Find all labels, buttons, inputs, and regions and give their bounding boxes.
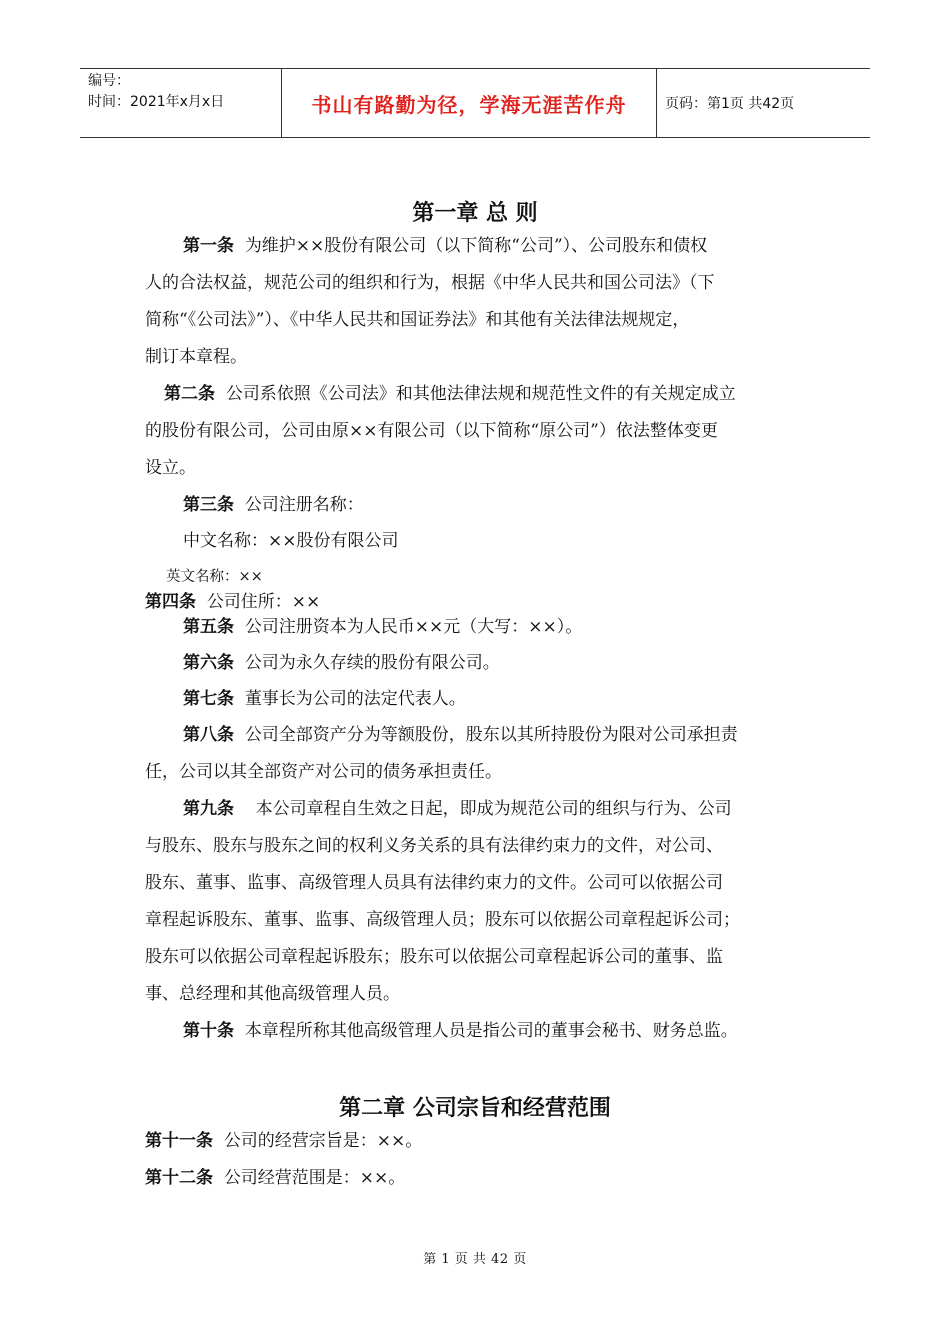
article-1: 第一条 为维护××股份有限公司（以下简称“公司”）、公司股东和债权 bbox=[183, 236, 708, 256]
article-12: 第十二条 公司经营范围是：××。 bbox=[145, 1168, 406, 1188]
article-label: 第八条 bbox=[183, 725, 234, 745]
article-label: 第五条 bbox=[183, 617, 234, 637]
article-8: 第八条 公司全部资产分为等额股份，股东以其所持股份为限对公司承担责 bbox=[183, 725, 738, 745]
article-5: 第五条 公司注册资本为人民币××元（大写：××）。 bbox=[183, 617, 583, 637]
chapter-1-title: 第一章 总 则 bbox=[412, 201, 538, 226]
article-9-line: 与股东、股东与股东之间的权利义务关系的具有法律约束力的文件，对公司、 bbox=[145, 836, 723, 856]
header-motto: 书山有路勤为径，学海无涯苦作舟 bbox=[282, 69, 657, 137]
article-2-line: 的股份有限公司，公司由原××有限公司（以下简称“原公司”）依法整体变更 bbox=[145, 421, 718, 441]
article-2-line: 设立。 bbox=[145, 458, 196, 478]
article-label: 第三条 bbox=[183, 495, 234, 515]
article-1-line: 人的合法权益，规范公司的组织和行为，根据《中华人民共和国公司法》（下 bbox=[145, 273, 715, 293]
article-9-line: 事、总经理和其他高级管理人员。 bbox=[145, 984, 400, 1004]
article-label: 第二条 bbox=[164, 384, 215, 404]
article-6: 第六条 公司为永久存续的股份有限公司。 bbox=[183, 653, 500, 673]
article-4: 第四条 公司住所：×× bbox=[145, 592, 321, 612]
article-1-line: 制订本章程。 bbox=[145, 347, 247, 367]
article-label: 第十二条 bbox=[145, 1168, 213, 1188]
header-page-number: 页码：第1页 共42页 bbox=[665, 96, 795, 112]
doc-number: 编号： bbox=[88, 73, 130, 89]
article-9-line: 章程起诉股东、董事、监事、高级管理人员；股东可以依据公司章程起诉公司； bbox=[145, 910, 740, 930]
article-label: 第十一条 bbox=[145, 1131, 213, 1151]
article-9-line: 股东、董事、监事、高级管理人员具有法律约束力的文件。公司可以依据公司 bbox=[145, 873, 723, 893]
article-label: 第六条 bbox=[183, 653, 234, 673]
article-3: 第三条 公司注册名称： bbox=[183, 495, 364, 515]
english-name: 英文名称：×× bbox=[166, 569, 263, 585]
article-10: 第十条 本章程所称其他高级管理人员是指公司的董事会秘书、财务总监。 bbox=[183, 1021, 738, 1041]
article-label: 第十条 bbox=[183, 1021, 234, 1041]
chapter-2-title: 第二章 公司宗旨和经营范围 bbox=[339, 1096, 611, 1121]
header-meta bbox=[80, 69, 282, 137]
article-9: 第九条 本公司章程自生效之日起，即成为规范公司的组织与行为、公司 bbox=[183, 799, 732, 819]
page-header bbox=[80, 68, 870, 138]
article-8-line: 任，公司以其全部资产对公司的债务承担责任。 bbox=[145, 762, 502, 782]
article-label: 第九条 bbox=[183, 799, 234, 819]
article-11: 第十一条 公司的经营宗旨是：××。 bbox=[145, 1131, 423, 1151]
article-label: 第七条 bbox=[183, 689, 234, 709]
article-label: 第四条 bbox=[145, 592, 196, 612]
article-label: 第一条 bbox=[183, 236, 234, 256]
article-2: 第二条 公司系依照《公司法》和其他法律法规和规范性文件的有关规定成立 bbox=[164, 384, 736, 404]
page-footer: 第 1 页 共 42 页 bbox=[423, 1252, 527, 1267]
article-7: 第七条 董事长为公司的法定代表人。 bbox=[183, 689, 466, 709]
doc-time: 时间：2021年x月x日 bbox=[88, 94, 225, 110]
article-1-line: 简称“《公司法》”）、《中华人民共和国证券法》和其他有关法律法规规定， bbox=[145, 310, 690, 330]
chinese-name: 中文名称：××股份有限公司 bbox=[183, 531, 399, 551]
article-9-line: 股东可以依据公司章程起诉股东；股东可以依据公司章程起诉公司的董事、监 bbox=[145, 947, 723, 967]
